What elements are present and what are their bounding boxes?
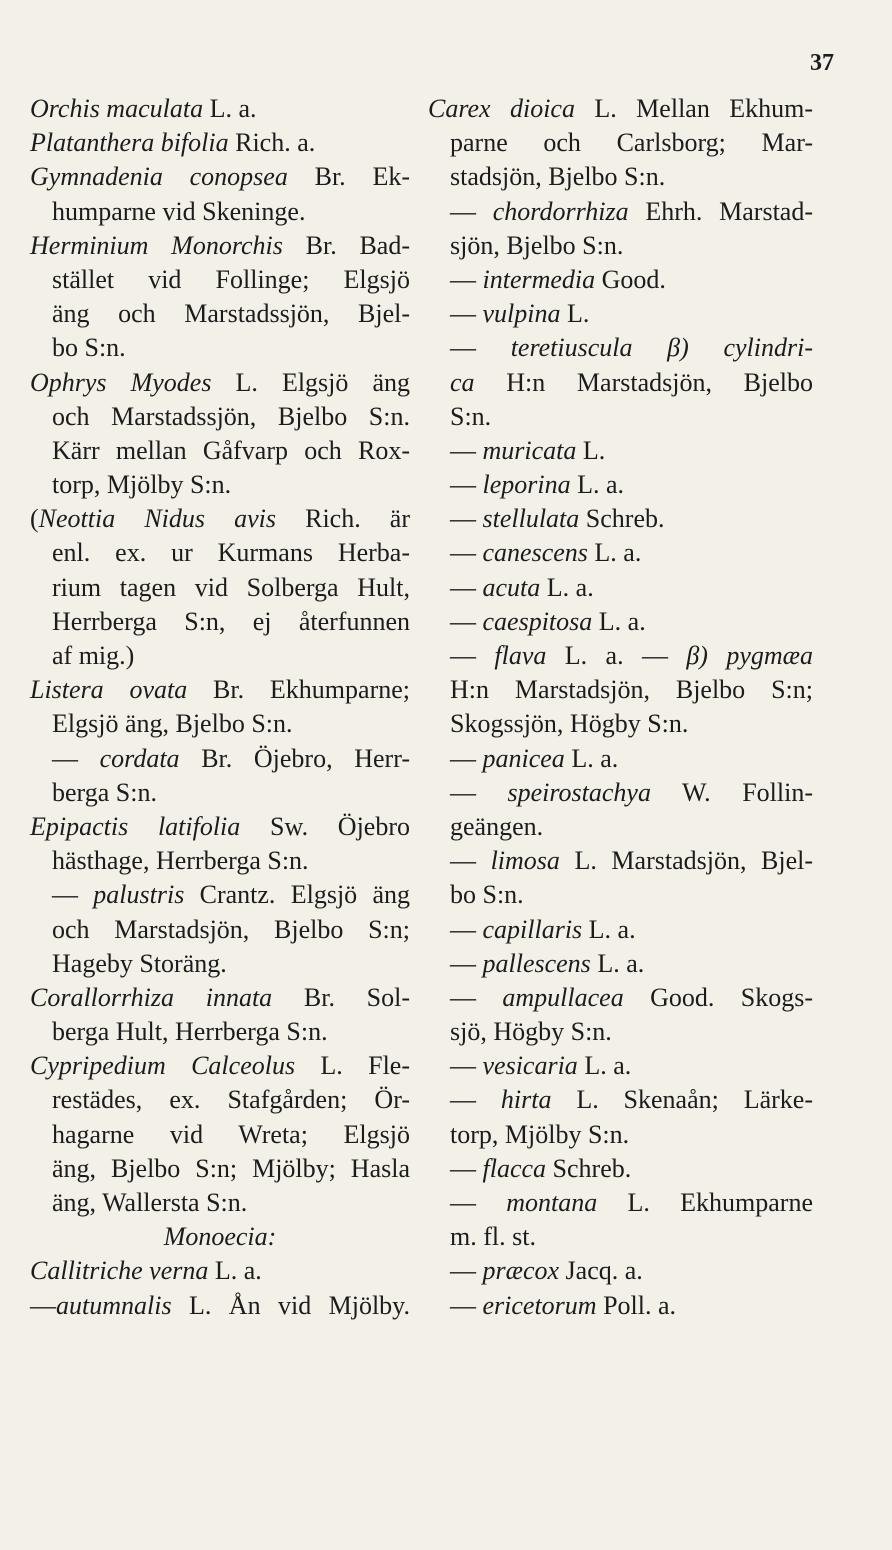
- text-segment: Br. Ek-: [287, 162, 411, 192]
- text-line: [30, 1118, 410, 1152]
- text-segment: L. Mellan Ekhum-: [574, 94, 814, 123]
- text-line: [30, 1289, 410, 1323]
- text-segment: Rich. är: [276, 504, 410, 534]
- italic-name: autumnalis: [56, 1290, 172, 1320]
- text-segment: L. Fle-: [295, 1051, 410, 1081]
- text-segment: —: [450, 572, 483, 602]
- text-segment: L. a.: [570, 470, 625, 500]
- text-line: [30, 126, 410, 160]
- text-segment: —: [450, 299, 483, 329]
- text-segment: Good. Skogs-: [623, 982, 813, 1012]
- text-line: [428, 1015, 813, 1049]
- text-segment: —: [450, 1085, 501, 1115]
- text-line: [428, 707, 813, 741]
- text-segment: —: [450, 333, 511, 363]
- text-segment: —: [450, 743, 483, 773]
- text-line: [428, 160, 813, 194]
- text-segment: äng och Marstadssjön, Bjel-: [52, 299, 410, 329]
- text-segment: Sw. Öjebro: [240, 811, 411, 841]
- text-segment: Br. Öjebro, Herr-: [179, 743, 410, 773]
- text-line: [428, 844, 813, 878]
- text-line: [30, 1083, 410, 1117]
- text-line: [30, 195, 410, 229]
- text-line: [30, 366, 410, 400]
- italic-name: acuta: [482, 572, 541, 602]
- italic-name: Ophrys Myodes: [30, 367, 212, 397]
- italic-name: Listera ovata: [30, 675, 188, 705]
- text-line: [428, 605, 813, 639]
- italic-name: speirostachya: [507, 777, 651, 807]
- text-segment: Herrberga S:n, ej återfunnen: [52, 606, 410, 636]
- text-line: [30, 776, 410, 810]
- text-segment: Schreb.: [546, 1153, 632, 1183]
- text-segment: H:n Marstadsjön, Bjelbo S:n;: [450, 675, 813, 705]
- text-segment: Good.: [595, 264, 666, 294]
- text-segment: Br. Bad-: [282, 230, 410, 260]
- italic-name: Epipactis latifolia: [30, 811, 241, 841]
- text-segment: L. Ekhumparne: [597, 1188, 814, 1217]
- text-line: [30, 878, 410, 912]
- italic-name: pallescens: [482, 948, 591, 978]
- text-line: [428, 536, 813, 570]
- text-line: [30, 160, 410, 194]
- italic-name: limosa: [490, 846, 560, 876]
- text-line: [30, 742, 410, 776]
- text-line: [428, 331, 813, 365]
- text-segment: —: [450, 982, 503, 1012]
- italic-name: ca: [450, 367, 475, 397]
- text-line: [30, 297, 410, 331]
- text-segment: —: [450, 777, 508, 807]
- text-segment: af mig.): [52, 641, 135, 670]
- text-line: [30, 502, 410, 536]
- text-line: [428, 1152, 813, 1186]
- text-segment: —: [450, 914, 483, 944]
- text-segment: —: [52, 880, 94, 910]
- text-line: [428, 1118, 813, 1152]
- text-segment: sjön, Bjelbo S:n.: [450, 230, 624, 260]
- italic-name: panicea: [482, 743, 565, 773]
- text-segment: (: [30, 504, 39, 534]
- text-line: [428, 981, 813, 1015]
- text-line: [30, 605, 410, 639]
- text-segment: Br. Ekhumparne;: [187, 675, 410, 705]
- text-segment: Skogssjön, Högby S:n.: [450, 709, 689, 739]
- text-segment: Kärr mellan Gåfvarp och Rox-: [52, 435, 410, 465]
- text-segment: humparne vid Skeninge.: [52, 196, 306, 226]
- text-segment: —: [450, 1290, 483, 1320]
- italic-name: muricata: [482, 435, 577, 465]
- italic-name: teretiuscula β) cylindri-: [510, 333, 814, 363]
- text-line: [30, 263, 410, 297]
- left-column: [30, 92, 410, 1323]
- text-segment: —: [450, 1153, 483, 1183]
- text-segment: —: [450, 504, 483, 534]
- text-segment: —: [52, 743, 100, 773]
- text-segment: —: [450, 1051, 483, 1081]
- text-segment: L.: [560, 299, 590, 329]
- italic-name: stellulata: [482, 504, 580, 534]
- text-segment: L. Elgsjö äng: [211, 367, 410, 397]
- text-segment: Schreb.: [579, 504, 665, 534]
- text-segment: —: [450, 435, 483, 465]
- italic-name: vulpina: [482, 299, 561, 329]
- text-line: [30, 1220, 410, 1254]
- italic-name: β) pygmæa: [686, 641, 814, 670]
- text-line: [30, 1152, 410, 1186]
- text-segment: —: [450, 470, 483, 500]
- text-line: [30, 1049, 410, 1083]
- italic-name: ericetorum: [482, 1290, 597, 1320]
- text-segment: —: [450, 264, 483, 294]
- text-segment: —: [450, 606, 483, 636]
- text-line: [428, 1186, 813, 1220]
- text-segment: —: [30, 1290, 56, 1320]
- text-line: [30, 468, 410, 502]
- italic-name: Orchis maculata: [30, 94, 204, 123]
- text-segment: stadsjön, Bjelbo S:n.: [450, 162, 666, 192]
- text-line: [30, 844, 410, 878]
- italic-name: intermedia: [482, 264, 596, 294]
- text-segment: Hageby Storäng.: [52, 948, 227, 978]
- text-line: [428, 195, 813, 229]
- text-segment: —: [450, 846, 491, 876]
- text-line: [30, 981, 410, 1015]
- text-line: [30, 400, 410, 434]
- text-segment: L. a.: [587, 538, 642, 568]
- text-segment: L.: [576, 435, 606, 465]
- text-segment: stället vid Follinge; Elgsjö: [52, 264, 410, 294]
- text-segment: Rich. a.: [228, 128, 316, 158]
- text-segment: L. a.: [540, 572, 594, 602]
- text-segment: och Marstadssjön, Bjelbo S:n.: [52, 401, 410, 431]
- italic-name: præcox: [482, 1256, 560, 1286]
- text-line: [30, 639, 410, 673]
- italic-name: leporina: [482, 470, 571, 500]
- text-segment: —: [450, 1256, 483, 1286]
- text-line: [428, 468, 813, 502]
- italic-name: Cypripedium Calceolus: [30, 1051, 296, 1081]
- text-segment: och Marstadsjön, Bjelbo S:n;: [52, 914, 410, 944]
- text-line: [428, 913, 813, 947]
- text-segment: L. Ån vid Mjölby.: [171, 1290, 410, 1320]
- italic-name: Gymnadenia conopsea: [30, 162, 288, 192]
- text-segment: L. a.: [203, 94, 257, 123]
- text-segment: Elgsjö äng, Bjelbo S:n.: [52, 709, 293, 739]
- italic-name: capillaris: [482, 914, 583, 944]
- text-segment: äng, Wallersta S:n.: [52, 1188, 248, 1217]
- italic-name: Neottia Nidus avis: [38, 504, 276, 534]
- text-segment: L. a.: [564, 743, 619, 773]
- italic-name: canescens: [482, 538, 588, 568]
- text-line: [428, 742, 813, 776]
- text-line: [30, 434, 410, 468]
- text-line: [428, 92, 813, 126]
- text-line: [428, 947, 813, 981]
- text-segment: bo S:n.: [450, 880, 524, 910]
- text-line: [30, 707, 410, 741]
- text-segment: restädes, ex. Stafgården; Ör-: [52, 1085, 410, 1115]
- text-line: [428, 297, 813, 331]
- text-line: [428, 502, 813, 536]
- text-line: [428, 434, 813, 468]
- text-segment: W. Follin-: [650, 777, 813, 807]
- text-line: [428, 1289, 813, 1323]
- right-column: [428, 92, 813, 1323]
- text-line: [30, 536, 410, 570]
- text-line: [428, 810, 813, 844]
- text-line: [428, 126, 813, 160]
- text-line: [30, 92, 410, 126]
- text-segment: m. fl. st.: [450, 1222, 536, 1252]
- text-segment: bo S:n.: [52, 333, 126, 363]
- text-segment: hästhage, Herrberga S:n.: [52, 846, 309, 876]
- text-segment: rium tagen vid Solberga Hult,: [52, 572, 410, 602]
- text-line: [428, 400, 813, 434]
- text-segment: L. Skenaån; Lärke-: [551, 1085, 814, 1115]
- text-line: [30, 673, 410, 707]
- italic-name: vesicaria: [482, 1051, 578, 1081]
- text-line: [30, 810, 410, 844]
- italic-name: flava: [494, 641, 547, 670]
- text-line: [30, 913, 410, 947]
- text-segment: —: [450, 538, 483, 568]
- text-segment: —: [450, 1188, 507, 1217]
- text-segment: berga S:n.: [52, 777, 157, 807]
- text-line: [428, 571, 813, 605]
- text-segment: —: [450, 641, 495, 670]
- text-line: [428, 263, 813, 297]
- text-line: [30, 1015, 410, 1049]
- text-segment: —: [450, 196, 493, 226]
- text-line: [428, 639, 813, 673]
- text-line: [428, 1220, 813, 1254]
- text-line: [428, 776, 813, 810]
- text-line: [428, 1049, 813, 1083]
- text-line: [428, 1254, 813, 1288]
- text-line: [428, 366, 813, 400]
- italic-name: cordata: [99, 743, 180, 773]
- italic-name: chordorrhiza: [492, 196, 629, 226]
- text-segment: —: [450, 948, 483, 978]
- text-segment: geängen.: [450, 811, 544, 841]
- italic-name: Callitriche verna: [30, 1256, 209, 1286]
- text-segment: L. a.: [582, 914, 636, 944]
- italic-name: Herminium Monorchis: [30, 230, 283, 260]
- text-segment: L. a.: [590, 948, 645, 978]
- text-line: [30, 571, 410, 605]
- italic-name: Corallorrhiza innata: [30, 982, 273, 1012]
- italic-name: caespitosa: [482, 606, 593, 636]
- text-segment: parne och Carlsborg; Mar-: [450, 128, 813, 158]
- text-segment: H:n Marstadsjön, Bjelbo: [474, 367, 813, 397]
- text-line: [30, 331, 410, 365]
- text-segment: äng, Bjelbo S:n; Mjölby; Hasla: [52, 1153, 410, 1183]
- italic-name: Monoecia:: [163, 1222, 277, 1252]
- text-segment: Poll. a.: [596, 1290, 677, 1320]
- text-segment: Ehrh. Marstad-: [628, 196, 813, 226]
- text-segment: torp, Mjölby S:n.: [450, 1119, 630, 1149]
- text-segment: hagarne vid Wreta; Elgsjö: [52, 1119, 410, 1149]
- text-segment: Br. Sol-: [272, 982, 410, 1012]
- text-segment: L. a.: [208, 1256, 262, 1286]
- text-segment: L. a.: [592, 606, 646, 636]
- text-line: [30, 1186, 410, 1220]
- text-segment: torp, Mjölby S:n.: [52, 470, 232, 500]
- text-line: [428, 673, 813, 707]
- text-segment: berga Hult, Herrberga S:n.: [52, 1017, 328, 1047]
- text-line: [428, 878, 813, 912]
- text-segment: Jacq. a.: [559, 1256, 643, 1286]
- text-line: [30, 229, 410, 263]
- text-segment: Crantz. Elgsjö äng: [184, 880, 410, 910]
- italic-name: montana: [506, 1188, 598, 1217]
- text-line: [30, 1254, 410, 1288]
- text-segment: S:n.: [450, 401, 492, 431]
- italic-name: ampullacea: [502, 982, 624, 1012]
- text-segment: L. Marstadsjön, Bjel-: [559, 846, 813, 876]
- text-line: [428, 1083, 813, 1117]
- italic-name: flacca: [482, 1153, 547, 1183]
- text-line: [428, 229, 813, 263]
- text-segment: enl. ex. ur Kurmans Herba-: [52, 538, 410, 568]
- page-number: 37: [810, 50, 834, 76]
- text-segment: L. a. —: [546, 641, 687, 670]
- italic-name: hirta: [500, 1085, 552, 1115]
- text-segment: sjö, Högby S:n.: [450, 1017, 612, 1047]
- italic-name: Platanthera bifolia: [30, 128, 229, 158]
- italic-name: palustris: [93, 880, 185, 910]
- text-line: [30, 947, 410, 981]
- italic-name: Carex dioica: [428, 94, 575, 123]
- text-segment: L. a.: [577, 1051, 632, 1081]
